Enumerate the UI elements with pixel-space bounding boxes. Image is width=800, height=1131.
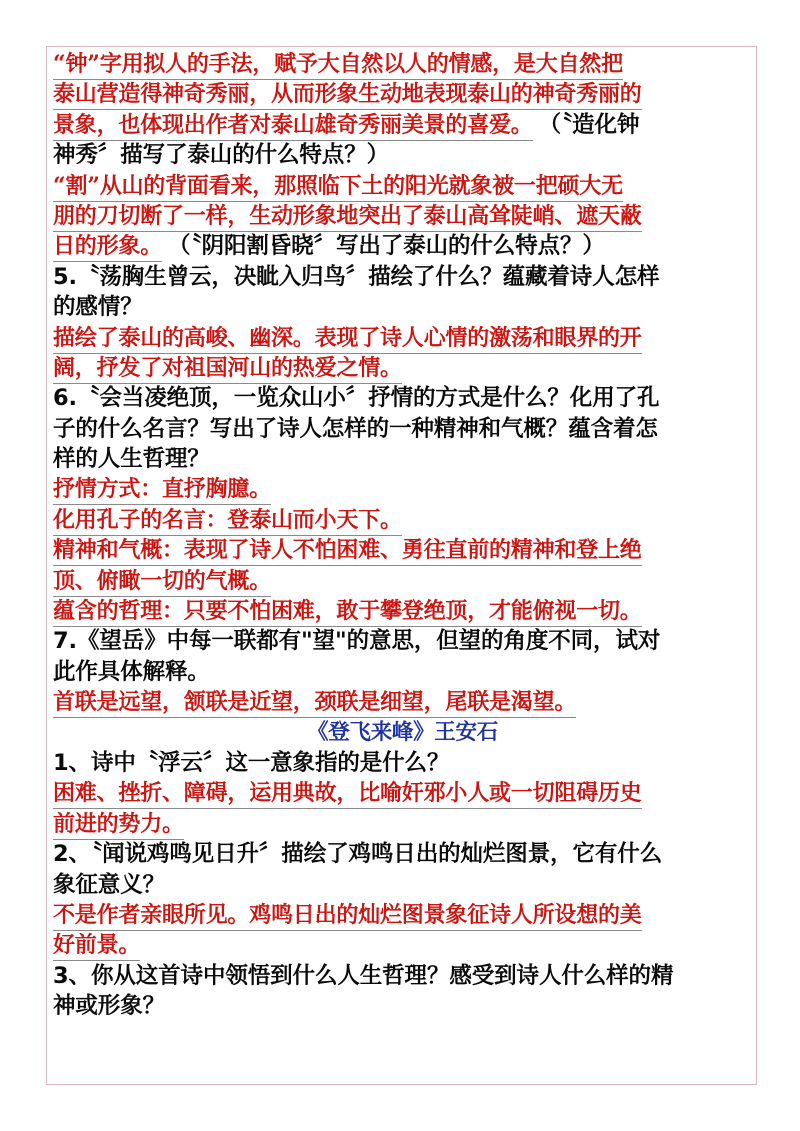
question-line — [53, 414, 752, 444]
answer-question-line — [53, 110, 752, 140]
question-line — [53, 657, 752, 687]
answer-text: 日的形象。 — [53, 233, 162, 262]
answer-text: 抒情方式：直抒胸臆。 — [53, 476, 271, 505]
answer-text: 蕴含的哲理：只要不怕困难，敢于攀登绝顶，才能俯视一切。 — [53, 598, 642, 627]
question-line — [53, 140, 752, 170]
question-text: （〝造化钟 — [538, 111, 640, 138]
question-line — [53, 870, 752, 900]
answer-text: 阔，抒发了对祖国河山的热爱之情。 — [53, 355, 402, 384]
answer-text: 顶、俯瞰一切的气概。 — [53, 568, 271, 597]
answer-line — [53, 323, 752, 353]
answer-text: 景象，也体现出作者对泰山雄奇秀丽美景的喜爱。 — [53, 112, 533, 141]
answer-text: “割”从山的背面看来，那照临下土的阳光就象被一把硕大无 — [53, 173, 623, 202]
answer-text: 首联是远望，颔联是近望，颈联是细望，尾联是渴望。 — [53, 689, 576, 718]
answer-text: “钟”字用拟人的手法，赋予大自然以人的情感，是大自然把 — [53, 51, 623, 80]
answer-line — [53, 474, 752, 504]
question-line — [53, 626, 752, 656]
answer-line — [53, 809, 752, 839]
question-line — [53, 262, 752, 292]
answer-text: 化用孔子的名言：登泰山而小天下。 — [53, 507, 402, 536]
answer-line — [53, 596, 752, 626]
question-text: 样的人生哲理？ — [53, 446, 210, 473]
answer-question-line — [53, 231, 752, 261]
answer-line — [53, 535, 752, 565]
question-line — [53, 748, 752, 778]
answer-line — [53, 930, 752, 960]
question-text: 2、〝闻说鸡鸣见日升〞描绘了鸡鸣日出的灿烂图景，它有什么 — [53, 841, 663, 868]
answer-line — [53, 900, 752, 930]
question-text: 神秀〞描写了泰山的什么特点？） — [53, 142, 390, 169]
answer-text: 精神和气概：表现了诗人不怕困难、勇往直前的精神和登上绝 — [53, 537, 642, 566]
question-text: 象征意义？ — [53, 871, 166, 898]
answer-line — [53, 687, 752, 717]
question-text: （〝阴阳割昏晓〞写出了泰山的什么特点？） — [168, 233, 605, 260]
answer-line — [53, 49, 752, 79]
question-text: 5.〝荡胸生曾云，决眦入归鸟〞描绘了什么？蕴藏着诗人怎样 — [53, 263, 660, 290]
question-line — [53, 444, 752, 474]
document-text-body — [53, 49, 752, 1022]
answer-line — [53, 201, 752, 231]
question-text: 的感情？ — [53, 294, 143, 321]
answer-text: 前进的势力。 — [53, 811, 184, 840]
answer-text: 朋的刀切断了一样，生动形象地突出了泰山高耸陡峭、遮天蔽 — [53, 203, 642, 232]
answer-line — [53, 505, 752, 535]
poem-title-text: 《登飞来峰》王安石 — [307, 719, 498, 745]
answer-text: 描绘了泰山的高峻、幽深。表现了诗人心情的激荡和眼界的开 — [53, 325, 642, 354]
answer-line — [53, 566, 752, 596]
poem-title-heading — [53, 718, 752, 748]
answer-line — [53, 778, 752, 808]
question-line — [53, 839, 752, 869]
question-text: 神或形象？ — [53, 993, 166, 1020]
question-line — [53, 292, 752, 322]
answer-text: 好前景。 — [53, 932, 140, 961]
answer-text: 困难、挫折、障碍，运用典故，比喻奸邪小人或一切阻碍历史 — [53, 780, 642, 809]
question-line — [53, 383, 752, 413]
page-border-frame — [46, 46, 757, 1085]
answer-line — [53, 171, 752, 201]
question-text: 3、你从这首诗中领悟到什么人生哲理？感受到诗人什么样的精 — [53, 962, 674, 989]
question-text: 6.〝会当凌绝顶，一览众山小〞抒情的方式是什么？化用了孔 — [53, 385, 660, 412]
answer-text: 泰山营造得神奇秀丽，从而形象生动地表现泰山的神奇秀丽的 — [53, 81, 642, 110]
question-text: 此作具体解释。 — [53, 658, 210, 685]
question-text: 子的什么名言？写出了诗人怎样的一种精神和气概？蕴含着怎 — [53, 415, 658, 442]
question-line — [53, 991, 752, 1021]
question-text: 7.《望岳》中每一联都有"望"的意思，但望的角度不同，试对 — [53, 628, 661, 655]
answer-line — [53, 353, 752, 383]
answer-line — [53, 79, 752, 109]
answer-text: 不是作者亲眼所见。鸡鸣日出的灿烂图景象征诗人所设想的美 — [53, 902, 642, 931]
question-line — [53, 961, 752, 991]
question-text: 1、诗中〝浮云〞这一意象指的是什么？ — [53, 749, 450, 776]
